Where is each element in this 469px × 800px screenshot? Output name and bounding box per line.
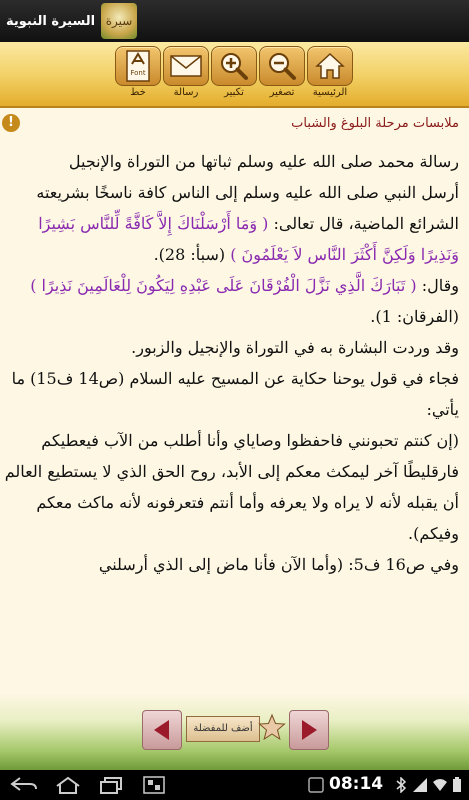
wifi-icon bbox=[432, 777, 448, 793]
quran-verse: ( وَمَا أَرْسَلْنَاكَ إِلاَّ كَافَّةً لِّلنَّاس بَشِيرًا وَنَذِيرًا وَلَكِنَّ أَكْثَرَ النَّاس لاَ يَعْلَمُونَ ) bbox=[38, 214, 459, 264]
verse-reference: (سبأ: 28). bbox=[153, 245, 231, 264]
home-label: الرئيسية bbox=[312, 87, 348, 98]
back-icon[interactable] bbox=[8, 775, 40, 795]
paragraph-text: وقال: bbox=[416, 276, 459, 295]
battery-icon bbox=[452, 777, 462, 793]
zoom-out-button[interactable] bbox=[258, 46, 306, 98]
font-icon-text: Font bbox=[130, 69, 146, 77]
article-paragraph: (إن كنتم تحبونني فاحفظوا وصاياي وأنا أطلب من الآب فيعطيكم فارقليطًا آخر ليمكث معكم إلى الأبد، روح الحق الذي لا يستطيع العالم أن يقبله لأنه لا يراه ولا يعرفه وأما أنتم فتعرفونه لأنه ماكث معكم وفيكم). bbox=[4, 431, 459, 543]
app-logo bbox=[101, 3, 137, 39]
article-paragraph: وفي ص16 ف5: (وأما الآن فأنا ماض إلى الذي أرسلني bbox=[98, 555, 459, 574]
article-paragraph bbox=[4, 177, 459, 270]
article-paragraph bbox=[4, 270, 459, 332]
message-button[interactable] bbox=[162, 46, 210, 98]
envelope-icon bbox=[163, 46, 209, 86]
arrow-left-icon bbox=[149, 717, 175, 743]
chapter-title: ملابسات مرحلة البلوغ والشباب bbox=[291, 116, 459, 131]
previous-page-button[interactable] bbox=[142, 710, 182, 750]
notification-icon bbox=[308, 777, 324, 793]
home-button[interactable] bbox=[306, 46, 354, 98]
home-icon bbox=[307, 46, 353, 86]
paragraph-text: أرسل النبي صلى الله عليه وسلم إلى الناس كافة ناسخًا بشريعته الشرائع الماضية، قال تعالى: bbox=[36, 183, 459, 233]
signal-icon bbox=[412, 777, 428, 793]
zoom-in-label: تكبير bbox=[224, 87, 244, 98]
chapter-header bbox=[0, 112, 469, 136]
title-bar bbox=[0, 0, 469, 42]
star-icon[interactable] bbox=[258, 713, 286, 741]
app-logo-text: سيرة bbox=[105, 14, 133, 28]
app-title: السيرة النبوية bbox=[6, 13, 96, 29]
article-paragraph: وقد وردت البشارة به في التوراة والإنجيل والزبور. bbox=[131, 338, 459, 357]
zoom-in-button[interactable] bbox=[210, 46, 258, 98]
next-page-button[interactable] bbox=[289, 710, 329, 750]
recent-apps-icon[interactable] bbox=[96, 775, 128, 795]
screenshot-icon[interactable] bbox=[142, 775, 166, 795]
message-label: رسالة bbox=[173, 87, 199, 98]
zoom-out-label: تصغير bbox=[269, 87, 295, 98]
add-to-favorites-button[interactable]: أضف للمفضلة bbox=[186, 716, 260, 742]
verse-reference: (الفرقان: 1). bbox=[370, 307, 459, 326]
toolbar bbox=[0, 42, 469, 108]
quran-verse: ( تَبَارَكَ الَّذِي نَزَّلَ الْفُرْقَانَ عَلَى عَبْدِهِ لِيَكُونَ لِلْعَالَمِينَ نَذِيرًا ) bbox=[30, 276, 417, 295]
font-icon bbox=[115, 46, 161, 86]
status-clock: 08:14 bbox=[329, 774, 384, 794]
font-button[interactable] bbox=[114, 46, 162, 98]
bluetooth-icon bbox=[395, 777, 407, 793]
font-label: خط bbox=[130, 87, 146, 98]
zoom-in-icon bbox=[211, 46, 257, 86]
home-nav-icon[interactable] bbox=[52, 775, 84, 795]
bottom-navigation bbox=[0, 694, 469, 770]
article-paragraph: رسالة محمد صلى الله عليه وسلم ثباتها من التوراة والإنجيل bbox=[68, 152, 459, 171]
info-icon[interactable]: ! bbox=[2, 114, 20, 132]
article-content[interactable] bbox=[4, 146, 459, 694]
article-paragraph: فجاء في قول يوحنا حكاية عن المسيح عليه السلام (ص14 ف15) ما يأتي: bbox=[11, 369, 459, 419]
system-bar bbox=[0, 770, 469, 800]
arrow-right-icon bbox=[296, 717, 322, 743]
zoom-out-icon bbox=[259, 46, 305, 86]
